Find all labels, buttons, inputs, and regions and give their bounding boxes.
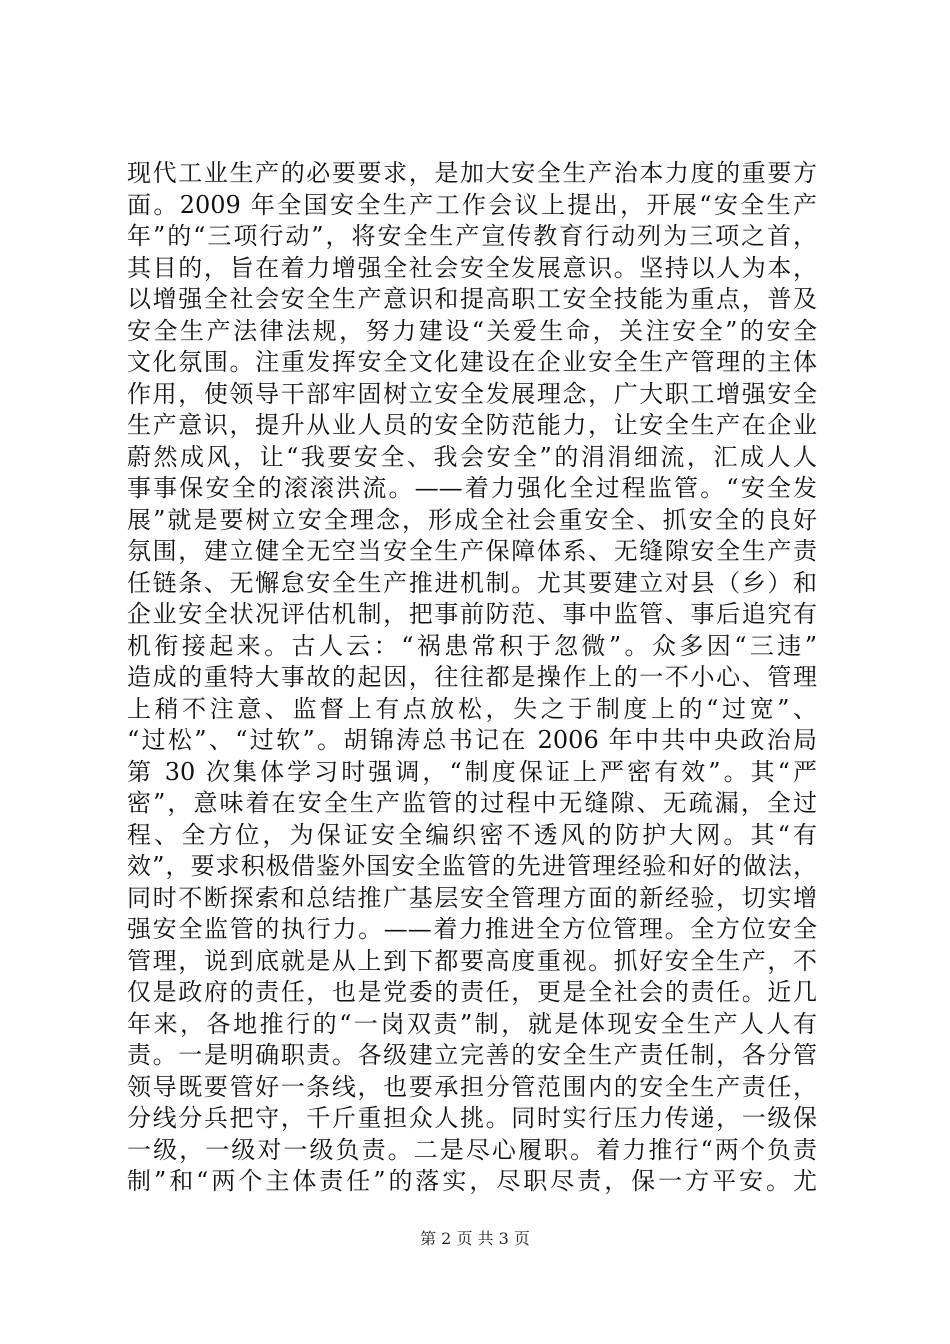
text-line: 造成的重特大事故的起因，往往都是操作上的一不小心、管理 (127, 663, 817, 691)
text-line: 企业安全状况评估机制，把事前防范、事中监管、事后追究有 (127, 600, 817, 628)
text-line: 年”的“三项行动”，将安全生产宣传教育行动列为三项之首， (127, 222, 817, 250)
text-line: 生产意识，提升从业人员的安全防范能力，让安全生产在企业 (127, 411, 817, 439)
text-line: “过松”、“过软”。胡锦涛总书记在 2006 年中共中央政治局 (127, 726, 817, 754)
text-line: 安全生产法律法规，努力建设“关爱生命，关注安全”的安全 (127, 316, 817, 345)
text-line: 面。2009 年全国安全生产工作会议上提出，开展“安全生产 (127, 190, 817, 219)
text-line: 上稍不注意、监督上有点放松，失之于制度上的“过宽”、 (127, 694, 817, 723)
text-line: 以增强全社会安全生产意识和提高职工安全技能为重点，普及 (127, 285, 817, 313)
text-line: 蔚然成风，让“我要安全、我会安全”的涓涓细流，汇成人人 (127, 442, 817, 471)
text-line: 同时不断探索和总结推广基层安全管理方面的新经验，切实增 (127, 883, 817, 912)
text-line: 分线分兵把守，千斤重担众人挑。同时实行压力传递，一级保 (127, 1104, 817, 1132)
text-line: 文化氛围。注重发挥安全文化建设在企业安全生产管理的主体 (127, 348, 817, 376)
text-line: 年来，各地推行的“一岗双责”制，就是体现安全生产人人有 (127, 1009, 817, 1038)
text-line: 程、全方位，为保证安全编织密不透风的防护大网。其“有 (127, 820, 817, 849)
text-line: 效”，要求积极借鉴外国安全监管的先进管理经验和好的做法， (127, 852, 817, 880)
text-line: 责。一是明确职责。各级建立完善的安全生产责任制，各分管 (127, 1041, 817, 1069)
text-line: 第 30 次集体学习时强调，“制度保证上严密有效”。其“严 (127, 757, 817, 786)
text-line: 密”，意味着在安全生产监管的过程中无缝隙、无疏漏，全过 (127, 789, 817, 817)
text-line: 作用，使领导干部牢固树立安全发展理念，广大职工增强安全 (127, 379, 817, 408)
text-line: 管理，说到底就是从上到下都要高度重视。抓好安全生产，不 (127, 946, 817, 975)
text-line: 事事保安全的滚滚洪流。——着力强化全过程监管。“安全发 (127, 474, 817, 502)
text-line: 任链条、无懈怠安全生产推进机制。尤其要建立对县（乡）和 (127, 568, 817, 597)
text-line: 仅是政府的责任，也是党委的责任，更是全社会的责任。近几 (127, 978, 817, 1006)
text-line: 制”和“两个主体责任”的落实，尽职尽责，保一方平安。尤 (127, 1167, 817, 1195)
body-text (127, 158, 817, 1198)
text-line: 强安全监管的执行力。——着力推进全方位管理。全方位安全 (127, 915, 817, 943)
text-line: 展”就是要树立安全理念，形成全社会重安全、抓安全的良好 (127, 505, 817, 534)
page-number: 第 2 页 共 3 页 (420, 1229, 530, 1248)
text-line: 机衔接起来。古人云：“祸患常积于忽微”。众多因“三违” (127, 631, 817, 660)
text-line: 氛围，建立健全无空当安全生产保障体系、无缝隙安全生产责 (127, 537, 817, 565)
text-line: 其目的，旨在着力增强全社会安全发展意识。坚持以人为本， (127, 253, 817, 282)
text-line: 现代工业生产的必要要求，是加大安全生产治本力度的重要方 (127, 159, 817, 187)
text-line: 一级，一级对一级负责。二是尽心履职。着力推行“两个负责 (127, 1135, 817, 1164)
text-line: 领导既要管好一条线，也要承担分管范围内的安全生产责任， (127, 1072, 817, 1101)
